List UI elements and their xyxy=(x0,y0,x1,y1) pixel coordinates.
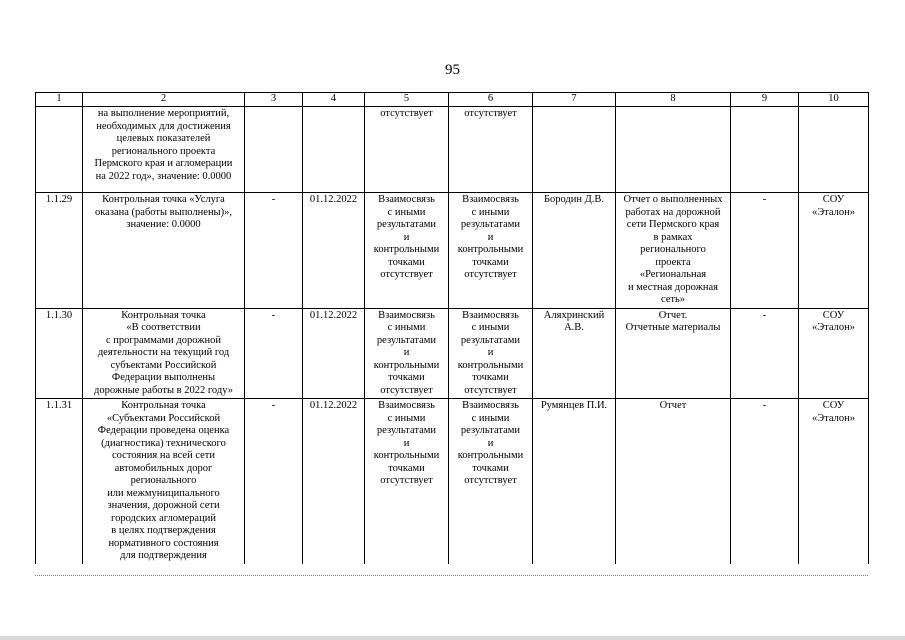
row-col3: - xyxy=(245,308,303,399)
row-col3: - xyxy=(245,193,303,309)
row-name: на выполнение мероприятий, необходимых для достижения целевых показателей регионального проекта Пермского края и агломерации на 2022 год», значение: 0.0000 xyxy=(83,107,245,193)
row-system: СОУ «Эталон» xyxy=(799,399,869,565)
table-row xyxy=(36,308,869,399)
row-name: Контрольная точка «В соответствии с программами дорожной деятельности на текущий год субъектами Российской Федерации выполнены дорожные работы в 2022 году» xyxy=(83,308,245,399)
row-date xyxy=(303,107,365,193)
column-header: 5 xyxy=(365,93,449,107)
column-header: 10 xyxy=(799,93,869,107)
column-header: 9 xyxy=(731,93,799,107)
row-name: Контрольная точка «Субъектами Российской Федерации проведена оценка (диагностика) технического состояния на всей сети автомобильных дорог регионального или межмуниципального значения, дорожной сети городских агломераций в целях подтверждения нормативного состояния для подтверждения xyxy=(83,399,245,565)
row-date: 01.12.2022 xyxy=(303,193,365,309)
column-header: 7 xyxy=(533,93,616,107)
row-document: Отчет xyxy=(616,399,731,565)
row-col3: - xyxy=(245,399,303,565)
row-links-prev: Взаимосвязь с иными результатами и контрольными точками отсутствует xyxy=(365,308,449,399)
column-number-row xyxy=(36,93,869,107)
row-col9: - xyxy=(731,308,799,399)
row-name: Контрольная точка «Услуга оказана (работы выполнены)», значение: 0.0000 xyxy=(83,193,245,309)
page-number: 95 xyxy=(445,62,460,78)
row-col9: - xyxy=(731,193,799,309)
row-id: 1.1.30 xyxy=(36,308,83,399)
table-row xyxy=(36,107,869,193)
row-system: СОУ «Эталон» xyxy=(799,308,869,399)
row-document xyxy=(616,107,731,193)
table-cut-edge xyxy=(35,575,868,576)
column-header: 6 xyxy=(449,93,533,107)
column-header: 1 xyxy=(36,93,83,107)
table-row xyxy=(36,399,869,565)
column-header: 3 xyxy=(245,93,303,107)
row-date: 01.12.2022 xyxy=(303,399,365,565)
row-document: Отчет. Отчетные материалы xyxy=(616,308,731,399)
row-links-next: Взаимосвязь с иными результатами и контрольными точками отсутствует xyxy=(449,193,533,309)
row-responsible: Аляхринский А.В. xyxy=(533,308,616,399)
table-row xyxy=(36,193,869,309)
row-system xyxy=(799,107,869,193)
row-responsible xyxy=(533,107,616,193)
row-id: 1.1.31 xyxy=(36,399,83,565)
row-links-next: отсутствует xyxy=(449,107,533,193)
row-responsible: Румянцев П.И. xyxy=(533,399,616,565)
row-id: 1.1.29 xyxy=(36,193,83,309)
row-document: Отчет о выполненных работах на дорожной сети Пермского края в рамках регионального проекта «Региональная и местная дорожная сеть» xyxy=(616,193,731,309)
row-links-prev: отсутствует xyxy=(365,107,449,193)
column-header: 8 xyxy=(616,93,731,107)
row-responsible: Бородин Д.В. xyxy=(533,193,616,309)
row-links-prev: Взаимосвязь с иными результатами и контрольными точками отсутствует xyxy=(365,193,449,309)
scan-shadow xyxy=(0,636,905,640)
row-system: СОУ «Эталон» xyxy=(799,193,869,309)
control-points-table xyxy=(35,92,869,564)
row-col3 xyxy=(245,107,303,193)
column-header: 4 xyxy=(303,93,365,107)
row-links-prev: Взаимосвязь с иными результатами и контрольными точками отсутствует xyxy=(365,399,449,565)
row-links-next: Взаимосвязь с иными результатами и контрольными точками отсутствует xyxy=(449,399,533,565)
row-col9: - xyxy=(731,399,799,565)
column-header: 2 xyxy=(83,93,245,107)
row-id xyxy=(36,107,83,193)
row-col9 xyxy=(731,107,799,193)
row-date: 01.12.2022 xyxy=(303,308,365,399)
row-links-next: Взаимосвязь с иными результатами и контрольными точками отсутствует xyxy=(449,308,533,399)
